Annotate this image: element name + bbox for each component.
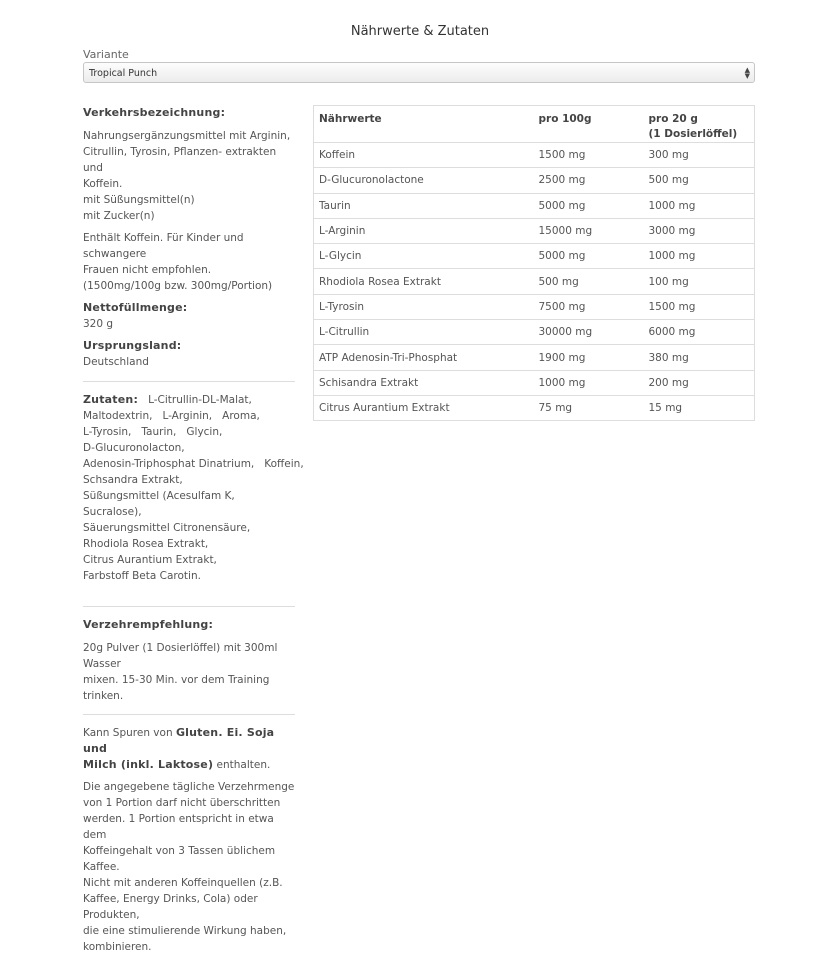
ursprung-heading: Ursprungsland: [83,339,182,352]
value-per-100g: 30000 mg [534,320,644,345]
nutrient-name: L-Citrullin [314,320,534,345]
zutaten-heading: Zutaten: [83,393,139,406]
divider [83,714,295,715]
value-per-100g: 1000 mg [534,370,644,395]
text-line: mit Zucker(n) [83,210,155,222]
allergen-bold: Milch (inkl. Laktose) [83,758,214,771]
allergen-post: enthalten. [213,759,271,771]
text-line: Frauen nicht empfohlen. [83,264,212,276]
text-line: Schsandra Extrakt, [83,474,183,486]
table-row [314,143,755,168]
nutrient-name: ATP Adenosin-Tri-Phosphat [314,345,534,370]
divider [83,606,295,607]
text-line: die eine stimulierende Wirkung haben, [83,925,287,937]
text-line: Die angegebene tägliche Verzehrmenge [83,781,295,793]
table-row [314,269,755,294]
nutrition-table [313,105,755,421]
value-per-100g: 5000 mg [534,244,644,269]
hinweis-text [83,230,295,294]
value-per-100g: 15000 mg [534,218,644,243]
ursprung-value: Deutschland [83,356,149,368]
zutaten-text [83,392,304,584]
text-line: Nahrungsergänzungsmittel mit Arginin, [83,130,291,142]
text-line: Maltodextrin, L-Arginin, Aroma, [83,410,260,422]
value-per-100g: 2500 mg [534,168,644,193]
value-per-portion: 100 mg [644,269,755,294]
value-per-portion: 380 mg [644,345,755,370]
value-per-portion: 200 mg [644,370,755,395]
text-line: L-Tyrosin, Taurin, Glycin, [83,426,223,438]
value-per-portion: 15 mg [644,395,755,420]
verkehr-text [83,128,295,224]
col-header-naehrwerte: Nährwerte [314,106,534,143]
text-line: Citrus Aurantium Extrakt, [83,554,217,566]
divider [83,381,295,382]
text-line: Säuerungsmittel Citronensäure, [83,522,251,534]
value-per-portion: 1500 mg [644,294,755,319]
verkehr-heading: Verkehrsbezeichnung: [83,106,226,119]
netto-value: 320 g [83,318,114,330]
value-per-100g: 7500 mg [534,294,644,319]
text-line: 20g Pulver (1 Dosierlöffel) mit 300ml Wasser [83,642,278,670]
warning-text [83,779,295,955]
text-line: kombinieren. [83,941,152,953]
text-line: Süßungsmittel (Acesulfam K, Sucralose), [83,490,235,518]
verzehr-text [83,640,295,704]
text-line: werden. 1 Portion entspricht in etwa dem [83,813,274,841]
text-line: Koffein. [83,178,123,190]
col-header-subtext: (1 Dosierlöffel) [648,128,738,140]
value-per-100g: 5000 mg [534,193,644,218]
col-header-pro-portion [644,106,755,143]
allergen-bold: Gluten. Ei. Soja und [83,726,275,755]
value-per-100g: 75 mg [534,395,644,420]
allergen-text [83,725,295,773]
text-line: D-Glucuronolacton, [83,442,185,454]
variant-select[interactable] [83,62,755,83]
table-row [314,345,755,370]
text-line: von 1 Portion darf nicht überschritten [83,797,281,809]
select-arrows-icon: ▲ ▼ [744,66,750,80]
nutrient-name: Koffein [314,143,534,168]
text-line: Nicht mit anderen Koffeinquellen (z.B. [83,877,283,889]
value-per-portion: 300 mg [644,143,755,168]
value-per-portion: 1000 mg [644,193,755,218]
table-row [314,395,755,420]
page-title: Nährwerte & Zutaten [350,24,490,39]
allergen-pre: Kann Spuren von [83,727,176,739]
text-line: (1500mg/100g bzw. 300mg/Portion) [83,280,273,292]
value-per-100g: 1500 mg [534,143,644,168]
table-row [314,218,755,243]
text-line: Enthält Koffein. Für Kinder und schwangere [83,232,244,260]
value-per-portion: 3000 mg [644,218,755,243]
table-row [314,168,755,193]
nutrient-name: L-Arginin [314,218,534,243]
value-per-portion: 1000 mg [644,244,755,269]
nutrient-name: Schisandra Extrakt [314,370,534,395]
nutrient-name: Rhodiola Rosea Extrakt [314,269,534,294]
nutrient-name: Citrus Aurantium Extrakt [314,395,534,420]
table-row [314,320,755,345]
text-line: Rhodiola Rosea Extrakt, [83,538,209,550]
text-line: Adenosin-Triphosphat Dinatrium, Koffein, [83,458,304,470]
netto-heading: Nettofüllmenge: [83,301,188,314]
variant-label: Variante [83,48,129,61]
nutrient-name: L-Glycin [314,244,534,269]
product-info-column [83,104,304,955]
nutrient-name: Taurin [314,193,534,218]
text-line: Farbstoff Beta Carotin. [83,570,201,582]
text-line: L-Citrullin-DL-Malat, [148,394,252,406]
nutrient-name: L-Tyrosin [314,294,534,319]
value-per-100g: 500 mg [534,269,644,294]
text-line: mixen. 15-30 Min. vor dem Training trinken. [83,674,270,702]
table-row [314,193,755,218]
table-row [314,370,755,395]
table-row [314,244,755,269]
verzehr-heading: Verzehrempfehlung: [83,618,214,631]
value-per-portion: 500 mg [644,168,755,193]
value-per-100g: 1900 mg [534,345,644,370]
table-header-row [314,106,755,143]
col-header-text: pro 20 g [648,113,698,125]
col-header-pro-100g: pro 100g [534,106,644,143]
value-per-portion: 6000 mg [644,320,755,345]
nutrient-name: D-Glucuronolactone [314,168,534,193]
text-line: Koffeingehalt von 3 Tassen üblichem Kaffee. [83,845,276,873]
text-line: Citrullin, Tyrosin, Pflanzen- extrakten und [83,146,277,174]
variant-selected-value: Tropical Punch [89,68,158,79]
text-line: Kaffee, Energy Drinks, Cola) oder Produkten, [83,893,258,921]
text-line: mit Süßungsmittel(n) [83,194,195,206]
table-row [314,294,755,319]
